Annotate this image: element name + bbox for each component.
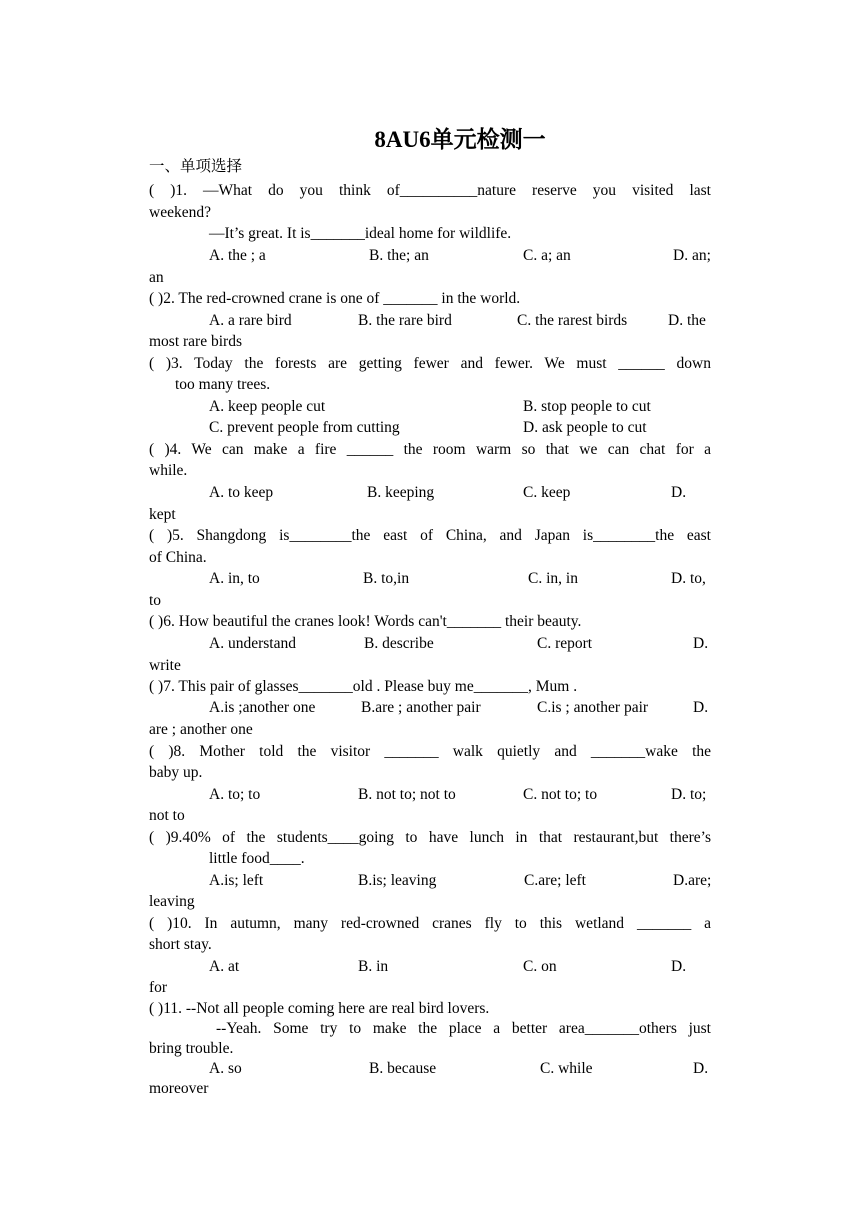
- question-9-line-1: ( )9.40% of the students____going to have lunch in that restaurant,but there’s: [149, 829, 711, 846]
- option-a: A. keep people cut: [209, 398, 326, 415]
- question-11-line-1: ( )11. --Not all people coming here are real bird lovers.: [149, 1000, 490, 1017]
- option-a: A. to; to: [209, 786, 261, 803]
- option-d: D.are;: [673, 872, 712, 889]
- question-7-options-tail: are ; another one: [149, 721, 253, 738]
- option-a: A. understand: [209, 635, 296, 652]
- option-c: C. while: [540, 1060, 593, 1077]
- question-4-line-2: while.: [149, 462, 188, 479]
- section-heading: 一、单项选择: [149, 158, 243, 175]
- question-1-line-2: weekend?: [149, 204, 211, 221]
- option-b: B. not to; not to: [358, 786, 456, 803]
- option-d: D.: [671, 484, 687, 501]
- option-c: C. report: [537, 635, 593, 652]
- option-b: B. describe: [364, 635, 434, 652]
- option-c: C. not to; to: [523, 786, 598, 803]
- option-b: B.are ; another pair: [361, 699, 481, 716]
- question-9-line-2: little food____.: [209, 850, 305, 867]
- option-b: B. in: [358, 958, 389, 975]
- option-a: A. a rare bird: [209, 312, 292, 329]
- option-a: A. so: [209, 1060, 242, 1077]
- question-10-options-tail: for: [149, 979, 168, 996]
- option-a: A. to keep: [209, 484, 274, 501]
- option-d: D.: [693, 635, 709, 652]
- question-2-line-1: ( )2. The red-crowned crane is one of _______ in the world.: [149, 290, 521, 307]
- question-2-options-tail: most rare birds: [149, 333, 242, 350]
- option-b: B. the; an: [369, 247, 429, 264]
- option-a: A. the ; a: [209, 247, 266, 264]
- option-d: D. an;: [673, 247, 711, 264]
- page-title: 8AU6单元检测一: [374, 127, 546, 152]
- option-c: C. the rarest birds: [517, 312, 628, 329]
- question-7-line-1: ( )7. This pair of glasses_______old . Please buy me_______, Mum .: [149, 678, 578, 695]
- option-b: B.is; leaving: [358, 872, 437, 889]
- question-6-options-tail: write: [149, 657, 181, 674]
- question-6-line-1: ( )6. How beautiful the cranes look! Words can't_______ their beauty.: [149, 613, 582, 630]
- option-d: D. ask people to cut: [523, 419, 647, 436]
- option-b: B. to,in: [363, 570, 410, 587]
- option-a: A. in, to: [209, 570, 260, 587]
- option-b: B. because: [369, 1060, 437, 1077]
- option-d: D. to,: [671, 570, 706, 587]
- question-10-line-1: ( )10. In autumn, many red-crowned cranes fly to this wetland _______ a: [149, 915, 711, 932]
- question-1-options-tail: an: [149, 269, 164, 286]
- option-c: C. keep: [523, 484, 571, 501]
- option-a: A. at: [209, 958, 240, 975]
- question-11-line-2: --Yeah. Some try to make the place a better area_______others just: [216, 1020, 711, 1037]
- question-8-line-2: baby up.: [149, 764, 203, 781]
- option-d: D.: [671, 958, 687, 975]
- option-c: C.is ; another pair: [537, 699, 649, 716]
- question-3-line-1: ( )3. Today the forests are getting fewer and fewer. We must ______ down: [149, 355, 711, 372]
- question-5-line-2: of China.: [149, 549, 207, 566]
- question-5-options-tail: to: [149, 592, 162, 609]
- option-b: B. keeping: [367, 484, 435, 501]
- option-c: C. in, in: [528, 570, 578, 587]
- question-8-options-tail: not to: [149, 807, 185, 824]
- question-4-line-1: ( )4. We can make a fire ______ the room warm so that we can chat for a: [149, 441, 711, 458]
- option-d: D.: [693, 1060, 709, 1077]
- option-c: C. a; an: [523, 247, 571, 264]
- question-10-line-2: short stay.: [149, 936, 212, 953]
- option-d: D.: [693, 699, 709, 716]
- option-c: C.are; left: [524, 872, 586, 889]
- question-3-line-2: too many trees.: [175, 376, 271, 393]
- question-11-line-3: bring trouble.: [149, 1040, 234, 1057]
- option-a: A.is ;another one: [209, 699, 316, 716]
- option-b: B. the rare bird: [358, 312, 452, 329]
- question-4-options-tail: kept: [149, 506, 176, 523]
- question-5-line-1: ( )5. Shangdong is________the east of China, and Japan is________the east: [149, 527, 711, 544]
- option-d: D. to;: [671, 786, 707, 803]
- question-9-options-tail: leaving: [149, 893, 195, 910]
- option-c: C. on: [523, 958, 557, 975]
- option-a: A.is; left: [209, 872, 264, 889]
- question-8-line-1: ( )8. Mother told the visitor _______ walk quietly and _______wake the: [149, 743, 711, 760]
- option-b: B. stop people to cut: [523, 398, 651, 415]
- option-c: C. prevent people from cutting: [209, 419, 400, 436]
- option-d: D. the: [668, 312, 706, 329]
- question-11-options-tail: moreover: [149, 1080, 209, 1097]
- question-1-answer-line: —It’s great. It is_______ideal home for wildlife.: [209, 225, 512, 242]
- question-1-line-1: ( )1. —What do you think of__________nature reserve you visited last: [149, 182, 711, 199]
